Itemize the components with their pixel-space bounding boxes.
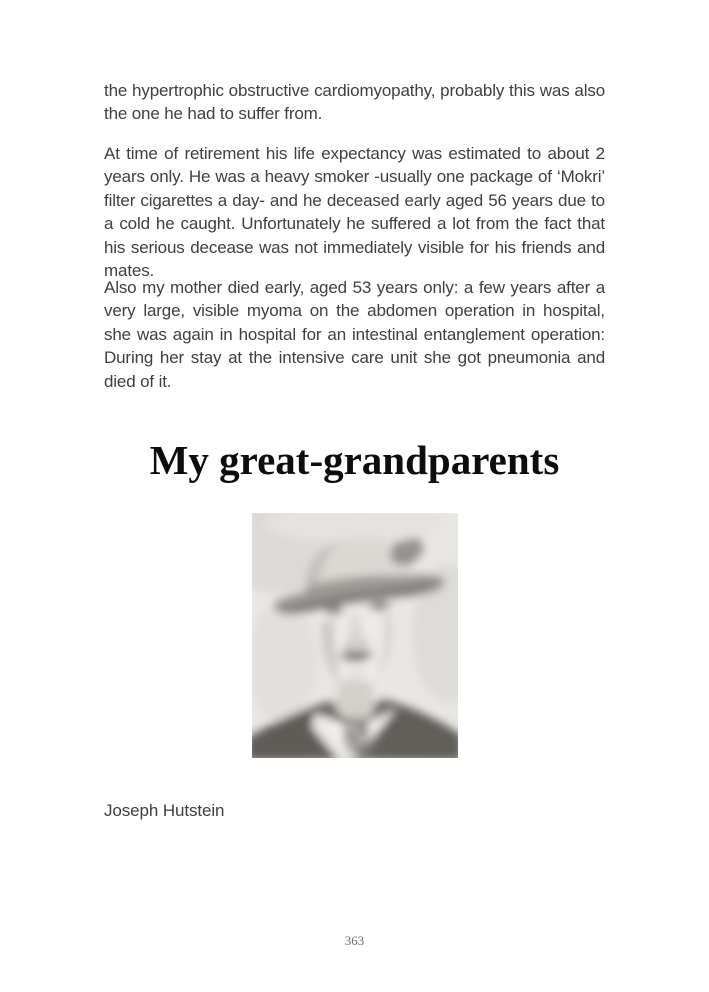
paragraph-retirement: At time of retirement his life expectancy was estimated to about 2 years only. He was a heavy smoker -usually one package of ‘Mokri’ filter cigarettes a day- and he deceased early aged 56 years due to a cold he caught. Unfortunately he suffered a lot from the fact that his serious decease was not immediately visible for his friends and mates. bbox=[104, 144, 605, 281]
portrait-photo-image bbox=[252, 513, 458, 758]
paragraph-mother: Also my mother died early, aged 53 years only: a few years after a very large, visible myoma on the abdomen operation in hospital, she was again in hospital for an intestinal entanglement operation: During her stay at the intensive care unit she got pneumonia and died of it. bbox=[104, 278, 605, 391]
paragraph-cardiomyopathy: the hypertrophic obstructive cardiomyopathy, probably this was also the one he had to suffer from. bbox=[104, 81, 605, 124]
portrait-photo bbox=[252, 513, 458, 758]
photo-caption: Joseph Hutstein bbox=[104, 801, 225, 820]
chapter-heading: My great-grandparents bbox=[149, 437, 560, 483]
page-number: 363 bbox=[344, 933, 365, 948]
